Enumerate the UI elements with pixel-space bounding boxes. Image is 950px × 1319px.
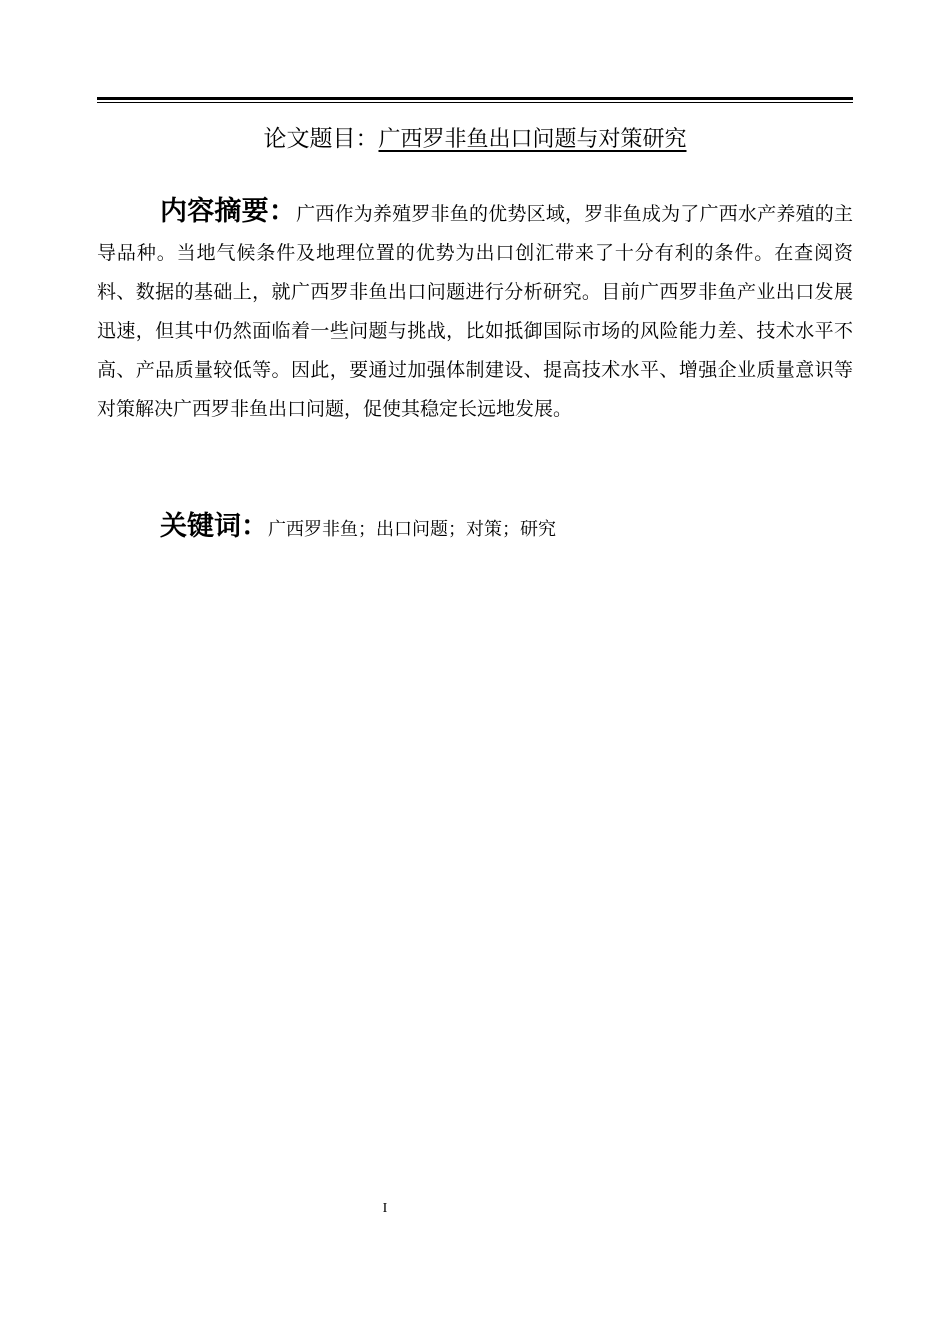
header-rule-thin bbox=[97, 102, 853, 103]
keywords-label: 关键词： bbox=[160, 511, 268, 542]
thesis-title-label: 论文题目： bbox=[263, 126, 379, 152]
header-rule-thick bbox=[97, 97, 853, 100]
abstract-label: 内容摘要： bbox=[160, 196, 297, 227]
page-number: I bbox=[382, 1201, 388, 1216]
abstract-paragraph bbox=[97, 192, 853, 429]
thesis-title bbox=[0, 121, 950, 159]
keywords-line bbox=[160, 506, 853, 551]
abstract-text: 广西作为养殖罗非鱼的优势区域，罗非鱼成为了广西水产养殖的主导品种。当地气候条件及地理位置的优势为出口创汇带来了十分有利的条件。在查阅资料、数据的基础上，就广西罗非鱼出口问题进行分析研究。目前广西罗非鱼产业出口发展迅速，但其中仍然面临着一些问题与挑战，比如抵御国际市场的风险能力差、技术水平不高、产品质量较低等。因此，要通过加强体制建设、提高技术水平、增强企业质量意识等对策解决广西罗非鱼出口问题，促使其稳定长远地发展。 bbox=[97, 203, 853, 420]
thesis-title-text: 广西罗非鱼出口问题与对策研究 bbox=[378, 127, 687, 152]
keywords-text: 广西罗非鱼；出口问题；对策；研究 bbox=[268, 519, 556, 540]
